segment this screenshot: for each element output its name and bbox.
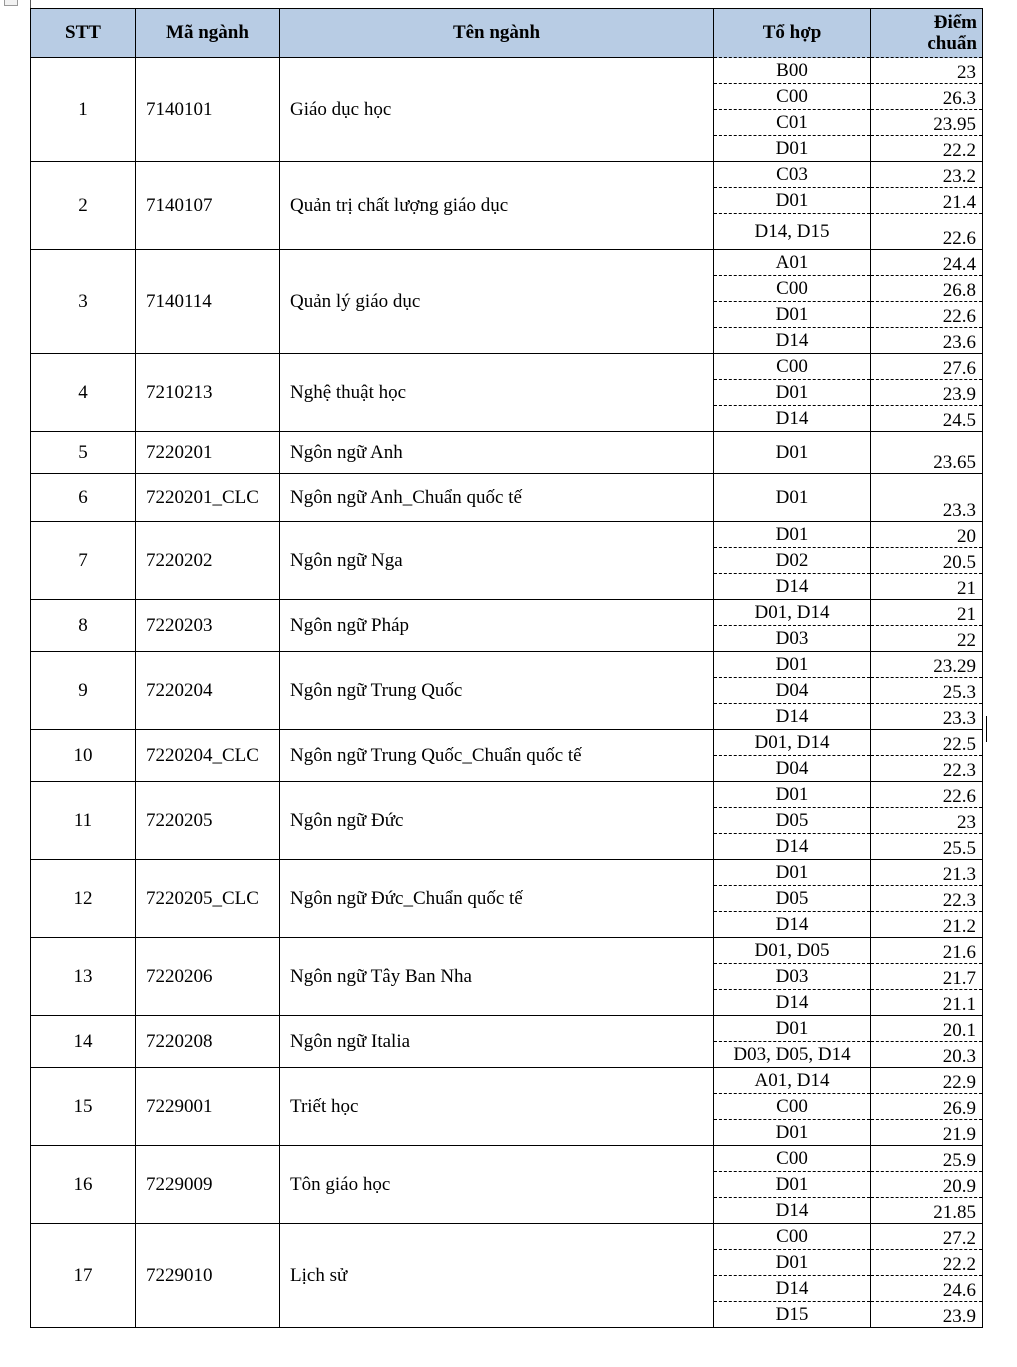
row-score: 26.9 (871, 1094, 983, 1120)
table-row (31, 162, 983, 188)
row-stt: 6 (31, 474, 136, 522)
table-header-row (31, 9, 983, 58)
table-row (31, 1146, 983, 1172)
row-combo: D01 (714, 860, 871, 886)
row-combo: D05 (714, 886, 871, 912)
row-score: 24.6 (871, 1276, 983, 1302)
row-combo: D01 (714, 1120, 871, 1146)
row-score: 25.9 (871, 1146, 983, 1172)
row-stt: 17 (31, 1224, 136, 1328)
row-combo: D04 (714, 756, 871, 782)
table-row (31, 250, 983, 276)
header-code: Mã ngành (136, 9, 280, 58)
row-name: Ngôn ngữ Đức_Chuẩn quốc tế (280, 860, 714, 938)
row-combo: D01 (714, 1172, 871, 1198)
row-score: 22.3 (871, 886, 983, 912)
row-combo: D02 (714, 548, 871, 574)
table-row (31, 354, 983, 380)
row-code: 7140107 (136, 162, 280, 250)
row-score: 21.2 (871, 912, 983, 938)
table-row (31, 432, 983, 474)
row-combo: D14 (714, 834, 871, 860)
row-score: 23.9 (871, 380, 983, 406)
row-combo: D01 (714, 1250, 871, 1276)
row-combo: D01 (714, 522, 871, 548)
row-score: 23.6 (871, 328, 983, 354)
row-code: 7210213 (136, 354, 280, 432)
row-score: 22.9 (871, 1068, 983, 1094)
row-code: 7220205_CLC (136, 860, 280, 938)
row-combo: A01, D14 (714, 1068, 871, 1094)
row-score: 21 (871, 574, 983, 600)
row-combo: C00 (714, 1224, 871, 1250)
row-code: 7229001 (136, 1068, 280, 1146)
row-combo: D14 (714, 912, 871, 938)
row-code: 7220203 (136, 600, 280, 652)
row-stt: 3 (31, 250, 136, 354)
table-row (31, 1016, 983, 1042)
row-code: 7220201_CLC (136, 474, 280, 522)
row-code: 7220208 (136, 1016, 280, 1068)
row-combo: C03 (714, 162, 871, 188)
header-score-line2: chuẩn (927, 33, 977, 54)
header-score-line1: Điểm (933, 12, 977, 33)
row-name: Ngôn ngữ Nga (280, 522, 714, 600)
row-code: 7229010 (136, 1224, 280, 1328)
row-code: 7220205 (136, 782, 280, 860)
row-combo: D01, D05 (714, 938, 871, 964)
row-score: 22 (871, 626, 983, 652)
row-name: Lịch sử (280, 1224, 714, 1328)
row-score: 20.5 (871, 548, 983, 574)
row-code: 7140101 (136, 58, 280, 162)
row-code: 7229009 (136, 1146, 280, 1224)
row-code: 7220202 (136, 522, 280, 600)
row-stt: 15 (31, 1068, 136, 1146)
row-combo: D01 (714, 136, 871, 162)
row-score: 22.6 (871, 214, 983, 250)
table-row (31, 1068, 983, 1094)
row-code: 7140114 (136, 250, 280, 354)
row-combo: D03 (714, 964, 871, 990)
row-stt: 16 (31, 1146, 136, 1224)
row-combo: D01 (714, 302, 871, 328)
row-combo: C00 (714, 84, 871, 110)
row-score: 21.3 (871, 860, 983, 886)
row-stt: 10 (31, 730, 136, 782)
header-score (871, 9, 983, 58)
row-combo: D05 (714, 808, 871, 834)
row-combo: D01 (714, 652, 871, 678)
table-move-handle-icon[interactable] (4, 0, 18, 6)
row-combo: D14 (714, 406, 871, 432)
table-row (31, 860, 983, 886)
row-stt: 4 (31, 354, 136, 432)
text-cursor (986, 716, 987, 742)
row-stt: 14 (31, 1016, 136, 1068)
row-name: Nghệ thuật học (280, 354, 714, 432)
row-combo: D15 (714, 1302, 871, 1328)
table-row (31, 730, 983, 756)
row-stt: 2 (31, 162, 136, 250)
row-combo: D01, D14 (714, 600, 871, 626)
row-stt: 9 (31, 652, 136, 730)
row-name: Ngôn ngữ Đức (280, 782, 714, 860)
row-combo: D14 (714, 574, 871, 600)
row-combo: D14 (714, 990, 871, 1016)
row-combo: D01 (714, 782, 871, 808)
row-combo: D14 (714, 1276, 871, 1302)
row-score: 20.3 (871, 1042, 983, 1068)
row-name: Quản trị chất lượng giáo dục (280, 162, 714, 250)
row-score: 20.9 (871, 1172, 983, 1198)
row-combo: D03 (714, 626, 871, 652)
admission-score-table (30, 8, 983, 1328)
row-score: 25.5 (871, 834, 983, 860)
row-score: 21.6 (871, 938, 983, 964)
row-code: 7220204 (136, 652, 280, 730)
row-combo: D01 (714, 432, 871, 474)
table-row (31, 1224, 983, 1250)
header-stt: STT (31, 9, 136, 58)
row-code: 7220201 (136, 432, 280, 474)
row-stt: 11 (31, 782, 136, 860)
row-combo: D01, D14 (714, 730, 871, 756)
row-score: 21.9 (871, 1120, 983, 1146)
row-combo: D14, D15 (714, 214, 871, 250)
row-name: Ngôn ngữ Italia (280, 1016, 714, 1068)
row-name: Quản lý giáo dục (280, 250, 714, 354)
row-stt: 13 (31, 938, 136, 1016)
row-score: 26.8 (871, 276, 983, 302)
table-body (31, 58, 983, 1328)
row-name: Ngôn ngữ Trung Quốc_Chuẩn quốc tế (280, 730, 714, 782)
row-combo: D04 (714, 678, 871, 704)
table-row (31, 782, 983, 808)
row-code: 7220204_CLC (136, 730, 280, 782)
row-score: 22.5 (871, 730, 983, 756)
row-name: Ngôn ngữ Pháp (280, 600, 714, 652)
row-score: 23.95 (871, 110, 983, 136)
row-score: 22.2 (871, 1250, 983, 1276)
row-score: 23.29 (871, 652, 983, 678)
table-row (31, 522, 983, 548)
row-score: 23.9 (871, 1302, 983, 1328)
row-combo: D14 (714, 704, 871, 730)
row-score: 21.4 (871, 188, 983, 214)
row-combo: C00 (714, 1146, 871, 1172)
row-score: 25.3 (871, 678, 983, 704)
row-name: Tôn giáo học (280, 1146, 714, 1224)
row-score: 23 (871, 58, 983, 84)
row-score: 22.3 (871, 756, 983, 782)
row-name: Ngôn ngữ Anh (280, 432, 714, 474)
row-combo: B00 (714, 58, 871, 84)
row-score: 20 (871, 522, 983, 548)
row-stt: 5 (31, 432, 136, 474)
row-combo: D01 (714, 188, 871, 214)
row-stt: 1 (31, 58, 136, 162)
row-name: Giáo dục học (280, 58, 714, 162)
row-score: 23.2 (871, 162, 983, 188)
row-combo: C00 (714, 276, 871, 302)
row-score: 21 (871, 600, 983, 626)
table-row (31, 58, 983, 84)
row-score: 22.6 (871, 302, 983, 328)
row-name: Ngôn ngữ Anh_Chuẩn quốc tế (280, 474, 714, 522)
row-score: 27.2 (871, 1224, 983, 1250)
row-combo: D01 (714, 474, 871, 522)
row-score: 23.3 (871, 704, 983, 730)
row-score: 23.3 (871, 474, 983, 522)
row-combo: A01 (714, 250, 871, 276)
row-combo: D01 (714, 1016, 871, 1042)
row-score: 22.2 (871, 136, 983, 162)
row-score: 24.5 (871, 406, 983, 432)
row-score: 21.7 (871, 964, 983, 990)
row-code: 7220206 (136, 938, 280, 1016)
row-score: 26.3 (871, 84, 983, 110)
row-score: 22.6 (871, 782, 983, 808)
header-name: Tên ngành (280, 9, 714, 58)
row-name: Triết học (280, 1068, 714, 1146)
row-combo: C00 (714, 1094, 871, 1120)
header-combo: Tổ hợp (714, 9, 871, 58)
row-combo: D14 (714, 328, 871, 354)
row-score: 23.65 (871, 432, 983, 474)
row-score: 21.85 (871, 1198, 983, 1224)
row-name: Ngôn ngữ Tây Ban Nha (280, 938, 714, 1016)
row-combo: D01 (714, 380, 871, 406)
row-name: Ngôn ngữ Trung Quốc (280, 652, 714, 730)
row-score: 20.1 (871, 1016, 983, 1042)
row-score: 23 (871, 808, 983, 834)
table-row (31, 474, 983, 522)
row-combo: C01 (714, 110, 871, 136)
row-combo: D14 (714, 1198, 871, 1224)
row-score: 21.1 (871, 990, 983, 1016)
table-row (31, 938, 983, 964)
row-stt: 7 (31, 522, 136, 600)
table-row (31, 600, 983, 626)
row-stt: 8 (31, 600, 136, 652)
row-combo: C00 (714, 354, 871, 380)
row-score: 24.4 (871, 250, 983, 276)
table-row (31, 652, 983, 678)
row-stt: 12 (31, 860, 136, 938)
row-combo: D03, D05, D14 (714, 1042, 871, 1068)
row-score: 27.6 (871, 354, 983, 380)
